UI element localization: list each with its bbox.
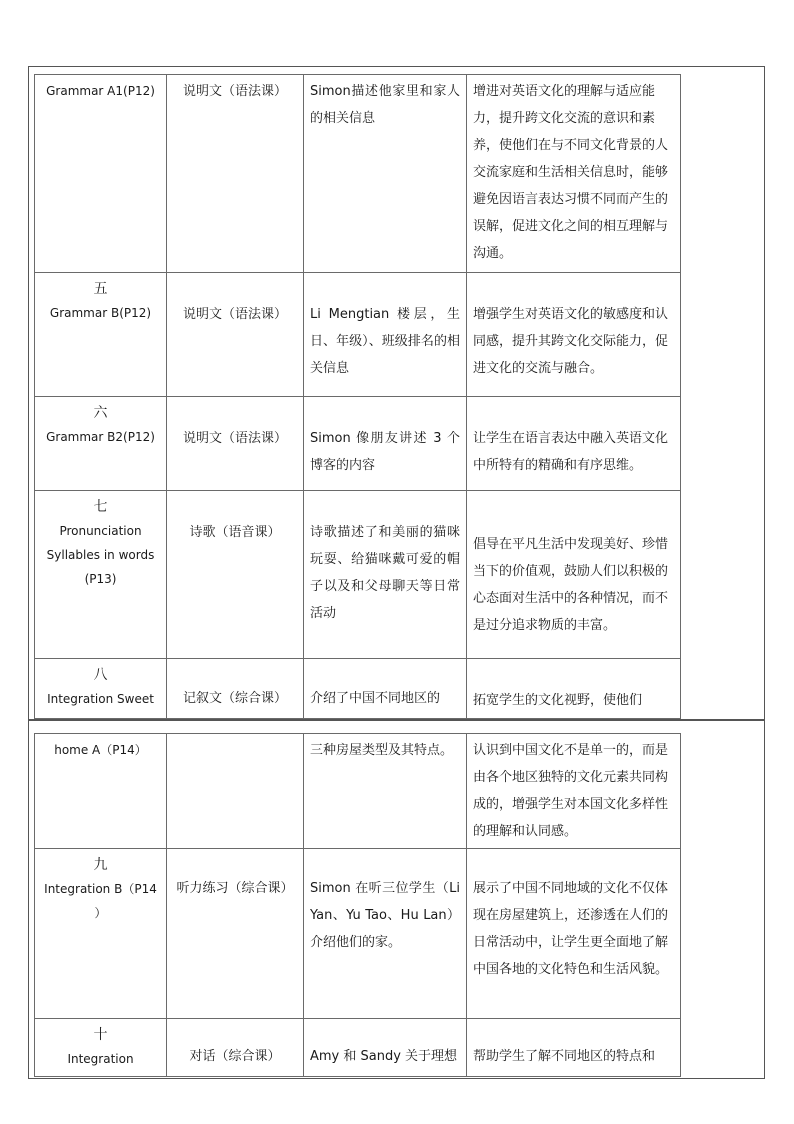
lesson-title-line: Integration — [67, 1052, 134, 1066]
lesson-number: 七 — [93, 499, 108, 515]
content-text: Amy 和 Sandy 关于理想 — [310, 1049, 458, 1064]
content-text: 三种房屋类型及其特点。 — [310, 743, 454, 758]
content-cell — [304, 1019, 467, 1077]
goal-text: 倡导在平凡生活中发现美好、珍惜当下的价值观，鼓励人们以积极的心态面对生活中的各种情况，而不是过分追求物质的丰富。 — [473, 537, 669, 633]
lesson-table-page-2 — [34, 733, 681, 1077]
content-cell — [304, 397, 467, 491]
lesson-label — [35, 1019, 166, 1071]
lesson-title-line: Grammar B2(P12) — [46, 430, 155, 444]
goal-cell — [467, 659, 681, 719]
table-row — [35, 849, 681, 1019]
lesson-title-line: home A（P14） — [54, 743, 147, 757]
lesson-cell — [35, 75, 167, 273]
lesson-label — [35, 734, 166, 762]
lesson-label — [35, 75, 166, 103]
lesson-label — [35, 273, 166, 325]
lesson-title-line: Integration Sweet — [47, 692, 154, 706]
lesson-cell — [35, 397, 167, 491]
lesson-number: 八 — [93, 667, 108, 683]
lesson-label — [35, 659, 166, 711]
lesson-cell — [35, 491, 167, 659]
lesson-title-line: Syllables in words — [46, 548, 155, 562]
lesson-cell — [35, 849, 167, 1019]
text-type: 诗歌（语音课） — [189, 525, 281, 540]
goal-cell — [467, 397, 681, 491]
lesson-title-line: (P13) — [84, 572, 117, 586]
content-text: 诗歌描述了和美丽的猫咪玩耍、给猫咪戴可爱的帽子以及和父母聊天等日常活动 — [310, 525, 460, 621]
content-cell — [304, 75, 467, 273]
text-type: 对话（综合课） — [189, 1049, 281, 1064]
text-type-cell — [167, 659, 304, 719]
text-type-cell — [167, 849, 304, 1019]
content-text: Simon描述他家里和家人的相关信息 — [310, 84, 460, 126]
lesson-label — [35, 849, 166, 925]
content-text: Simon 在听三位学生（Li Yan、Yu Tao、Hu Lan）介绍他们的家。 — [310, 881, 460, 950]
lesson-cell — [35, 1019, 167, 1077]
lesson-cell — [35, 273, 167, 397]
text-type: 说明文（语法课） — [182, 84, 287, 99]
goal-text: 让学生在语言表达中融入英语文化中所特有的精确和有序思维。 — [473, 431, 669, 473]
table-row — [35, 1019, 681, 1077]
lesson-number: 五 — [93, 281, 108, 297]
text-type-cell — [167, 273, 304, 397]
text-type-cell — [167, 734, 304, 849]
lesson-number: 十 — [93, 1027, 108, 1043]
content-cell — [304, 491, 467, 659]
text-type: 说明文（语法课） — [182, 431, 287, 446]
text-type-cell — [167, 75, 304, 273]
text-type-cell — [167, 397, 304, 491]
content-text: 介绍了中国不同地区的 — [310, 691, 441, 706]
table-row — [35, 734, 681, 849]
lesson-title-line: ） — [94, 906, 107, 920]
lesson-number: 九 — [93, 857, 108, 873]
lesson-title-line: Grammar A1(P12) — [46, 84, 155, 98]
content-cell — [304, 273, 467, 397]
text-type-cell — [167, 491, 304, 659]
content-text: Li Mengtian 楼层，生日、年级）、班级排名的相关信息 — [310, 307, 460, 376]
goal-text: 认识到中国文化不是单一的，而是由各个地区独特的文化元素共同构成的，增强学生对本国文化多样性的理解和认同感。 — [473, 743, 669, 839]
content-cell — [304, 849, 467, 1019]
table-row — [35, 273, 681, 397]
goal-cell — [467, 734, 681, 849]
goal-cell — [467, 849, 681, 1019]
table-row — [35, 397, 681, 491]
text-type-cell — [167, 1019, 304, 1077]
lesson-label — [35, 491, 166, 591]
goal-text: 帮助学生了解不同地区的特点和 — [473, 1049, 656, 1064]
goal-cell — [467, 491, 681, 659]
goal-cell — [467, 75, 681, 273]
lesson-label — [35, 397, 166, 449]
lesson-title-line: Grammar B(P12) — [49, 306, 152, 320]
lesson-title-line: Integration B（P14 — [44, 882, 157, 896]
lesson-table-page-1 — [34, 74, 681, 719]
goal-text: 拓宽学生的文化视野，使他们 — [473, 693, 643, 708]
lesson-title-line: Pronunciation — [59, 524, 142, 538]
goal-cell — [467, 273, 681, 397]
table-row — [35, 491, 681, 659]
content-cell — [304, 659, 467, 719]
lesson-cell — [35, 659, 167, 719]
goal-text: 展示了中国不同地域的文化不仅体现在房屋建筑上，还渗透在人们的日常活动中，让学生更全面地了解中国各地的文化特色和生活风貌。 — [473, 881, 669, 977]
goal-cell — [467, 1019, 681, 1077]
text-type: 记叙文（综合课） — [182, 691, 287, 706]
content-text: Simon 像朋友讲述 3 个博客的内容 — [310, 431, 460, 473]
goal-text: 增强学生对英语文化的敏感度和认同感，提升其跨文化交际能力，促进文化的交流与融合。 — [473, 307, 669, 376]
goal-text: 增进对英语文化的理解与适应能力，提升跨文化交流的意识和素养，使他们在与不同文化背景的人交流家庭和生活相关信息时，能够避免因语言表达习惯不同而产生的误解，促进文化之间的相互理解与沟通。 — [473, 84, 669, 261]
text-type: 听力练习（综合课） — [176, 881, 294, 896]
text-type: 说明文（语法课） — [182, 307, 287, 322]
table-row — [35, 75, 681, 273]
table-row — [35, 659, 681, 719]
lesson-number: 六 — [93, 405, 108, 421]
content-cell — [304, 734, 467, 849]
text-type — [167, 734, 303, 737]
lesson-cell — [35, 734, 167, 849]
